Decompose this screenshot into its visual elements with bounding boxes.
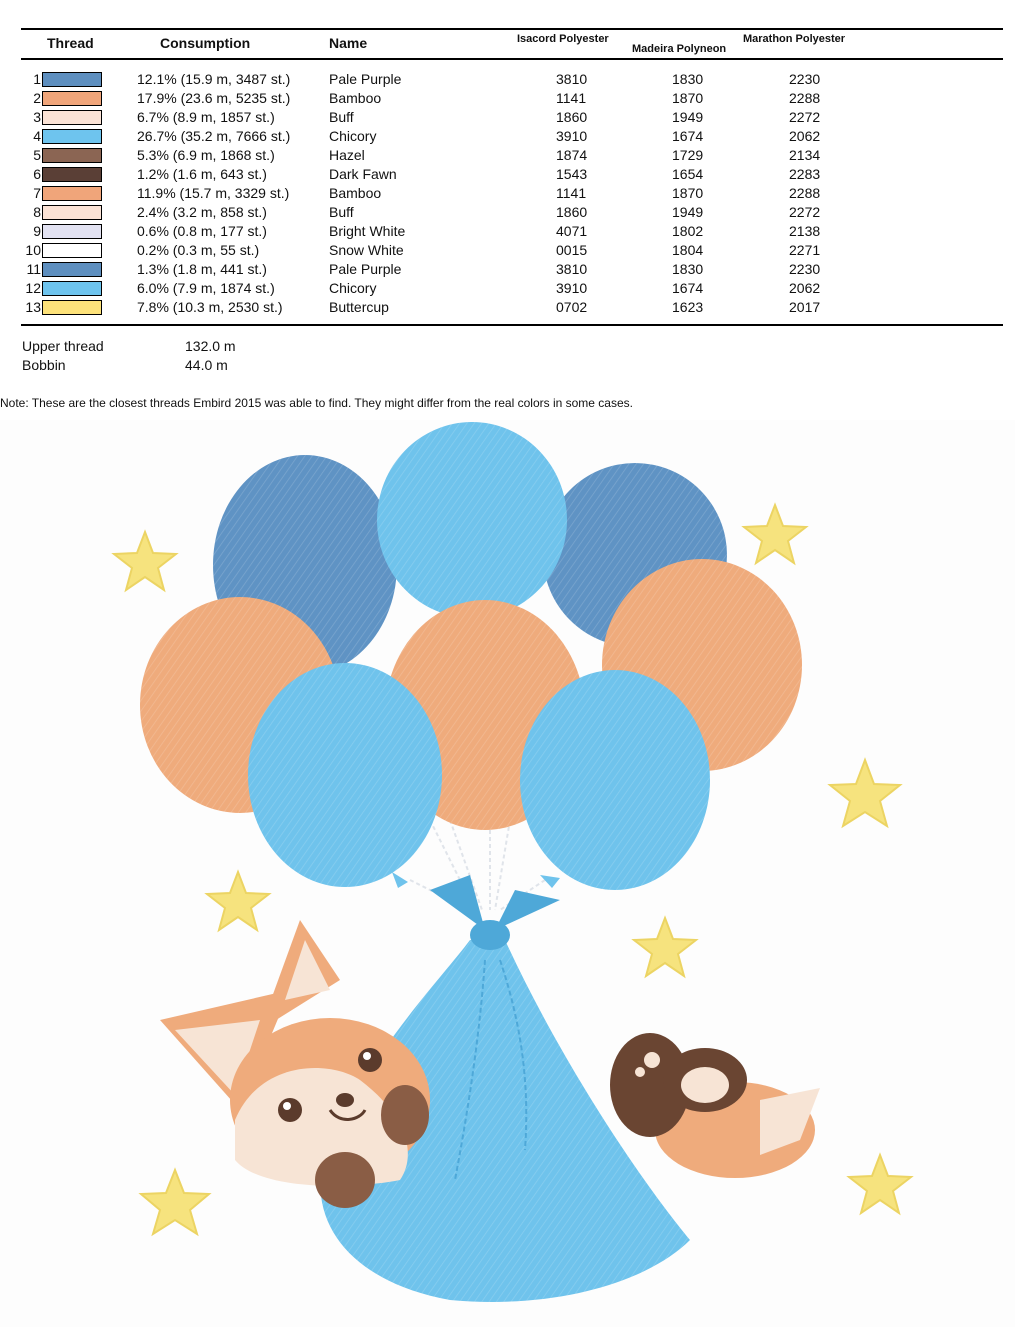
marathon-code: 2062 [789, 280, 821, 296]
thread-color-swatch [42, 205, 102, 220]
table-row [0, 70, 1015, 89]
upper-thread-label: Upper thread [22, 338, 104, 354]
star-icon [141, 1170, 209, 1234]
thread-number: 8 [33, 204, 41, 220]
marathon-code: 2230 [789, 261, 821, 277]
star-icon [114, 532, 176, 590]
madeira-code: 1729 [672, 147, 704, 163]
star-icon [849, 1155, 911, 1213]
thread-name: Hazel [329, 147, 365, 163]
isacord-code: 1860 [556, 204, 588, 220]
isacord-code: 1874 [556, 147, 588, 163]
isacord-code: 1860 [556, 109, 588, 125]
table-row [0, 241, 1015, 260]
thread-color-swatch [42, 129, 102, 144]
table-row [0, 222, 1015, 241]
madeira-code: 1804 [672, 242, 704, 258]
isacord-code: 0015 [556, 242, 588, 258]
thread-color-swatch [42, 300, 102, 315]
header-consumption: Consumption [160, 35, 251, 51]
madeira-code: 1674 [672, 128, 704, 144]
thread-color-swatch [42, 281, 102, 296]
marathon-code: 2017 [789, 299, 821, 315]
thread-number: 4 [33, 128, 41, 144]
thread-name: Chicory [329, 280, 377, 296]
marathon-code: 2134 [789, 147, 821, 163]
marathon-code: 2272 [789, 204, 821, 220]
balloon-blue-left [248, 663, 442, 888]
thread-number: 9 [33, 223, 41, 239]
table-row [0, 108, 1015, 127]
thread-name: Dark Fawn [329, 166, 397, 182]
madeira-code: 1830 [672, 71, 704, 87]
bundle-knot [430, 875, 560, 950]
table-row [0, 260, 1015, 279]
isacord-code: 1543 [556, 166, 588, 182]
thread-name: Snow White [329, 242, 404, 258]
embroidery-design-preview [0, 420, 1015, 1327]
table-row [0, 146, 1015, 165]
isacord-code: 3810 [556, 261, 588, 277]
color-note: Note: These are the closest threads Embird 2015 was able to find. They might differ from the real colors in some cases. [0, 396, 633, 410]
marathon-code: 2272 [789, 109, 821, 125]
marathon-code: 2283 [789, 166, 821, 182]
thread-color-swatch [42, 262, 102, 277]
table-row [0, 165, 1015, 184]
table-row [0, 89, 1015, 108]
thread-number: 6 [33, 166, 41, 182]
balloon-blue-right [520, 670, 710, 890]
thread-color-swatch [42, 91, 102, 106]
fox-head [160, 920, 430, 1186]
madeira-code: 1674 [672, 280, 704, 296]
thread-name: Buff [329, 109, 354, 125]
thread-consumption: 7.8% (10.3 m, 2530 st.) [137, 299, 283, 315]
thread-color-swatch [42, 224, 102, 239]
marathon-code: 2288 [789, 185, 821, 201]
thread-color-swatch [42, 148, 102, 163]
thread-consumption: 2.4% (3.2 m, 858 st.) [137, 204, 267, 220]
table-row [0, 184, 1015, 203]
thread-consumption: 1.3% (1.8 m, 441 st.) [137, 261, 267, 277]
thread-consumption: 26.7% (35.2 m, 7666 st.) [137, 128, 291, 144]
thread-number: 1 [33, 71, 41, 87]
marathon-code: 2062 [789, 128, 821, 144]
thread-number: 10 [25, 242, 41, 258]
table-header-rule [21, 58, 1003, 60]
thread-name: Buttercup [329, 299, 389, 315]
madeira-code: 1623 [672, 299, 704, 315]
thread-name: Pale Purple [329, 71, 402, 87]
header-thread: Thread [47, 35, 94, 51]
thread-number: 7 [33, 185, 41, 201]
table-row [0, 298, 1015, 317]
thread-name: Bamboo [329, 90, 382, 106]
header-marathon: Marathon Polyester [743, 33, 846, 45]
header-name: Name [329, 35, 368, 51]
isacord-code: 1141 [556, 185, 587, 201]
thread-number: 13 [25, 299, 41, 315]
thread-color-swatch [42, 186, 102, 201]
thread-color-swatch [42, 167, 102, 182]
table-row [0, 127, 1015, 146]
thread-consumption: 0.6% (0.8 m, 177 st.) [137, 223, 267, 239]
thread-name: Buff [329, 204, 354, 220]
isacord-code: 0702 [556, 299, 588, 315]
star-icon [634, 918, 696, 976]
thread-consumption: 17.9% (23.6 m, 5235 st.) [137, 90, 291, 106]
marathon-code: 2230 [789, 71, 821, 87]
thread-number: 12 [25, 280, 41, 296]
thread-consumption: 6.0% (7.9 m, 1874 st.) [137, 280, 275, 296]
thread-consumption: 6.7% (8.9 m, 1857 st.) [137, 109, 275, 125]
madeira-code: 1949 [672, 204, 704, 220]
isacord-code: 1141 [556, 90, 587, 106]
thread-name: Chicory [329, 128, 377, 144]
star-icon [830, 760, 900, 826]
marathon-code: 2138 [789, 223, 821, 239]
table-top-rule [21, 28, 1003, 30]
thread-color-swatch [42, 243, 102, 258]
bobbin-value: 44.0 m [185, 357, 228, 373]
thread-consumption: 12.1% (15.9 m, 3487 st.) [137, 71, 291, 87]
star-icon [744, 505, 806, 563]
table-bottom-rule [21, 324, 1003, 326]
isacord-code: 3910 [556, 128, 588, 144]
table-row [0, 279, 1015, 298]
table-row [0, 203, 1015, 222]
isacord-code: 3910 [556, 280, 588, 296]
thread-consumption: 5.3% (6.9 m, 1868 st.) [137, 147, 275, 163]
thread-color-swatch [42, 72, 102, 87]
upper-thread-value: 132.0 m [185, 338, 236, 354]
balloon-back-center [377, 422, 567, 618]
madeira-code: 1654 [672, 166, 704, 182]
thread-consumption: 11.9% (15.7 m, 3329 st.) [137, 185, 290, 201]
thread-consumption: 1.2% (1.6 m, 643 st.) [137, 166, 267, 182]
isacord-code: 3810 [556, 71, 588, 87]
isacord-code: 4071 [556, 223, 588, 239]
madeira-code: 1870 [672, 185, 704, 201]
thread-consumption: 0.2% (0.3 m, 55 st.) [137, 242, 260, 258]
thread-number: 5 [33, 147, 41, 163]
madeira-code: 1802 [672, 223, 704, 239]
madeira-code: 1949 [672, 109, 704, 125]
madeira-code: 1870 [672, 90, 704, 106]
marathon-code: 2271 [789, 242, 821, 258]
thread-number: 3 [33, 109, 41, 125]
bobbin-label: Bobbin [22, 357, 66, 373]
thread-number: 11 [26, 261, 41, 277]
marathon-code: 2288 [789, 90, 821, 106]
star-icon [207, 872, 269, 930]
thread-name: Bamboo [329, 185, 382, 201]
thread-color-swatch [42, 110, 102, 125]
header-isacord: Isacord Polyester [517, 33, 609, 45]
thread-name: Bright White [329, 223, 406, 239]
thread-name: Pale Purple [329, 261, 402, 277]
thread-number: 2 [33, 90, 41, 106]
header-madeira: Madeira Polyneon [632, 43, 727, 55]
madeira-code: 1830 [672, 261, 704, 277]
